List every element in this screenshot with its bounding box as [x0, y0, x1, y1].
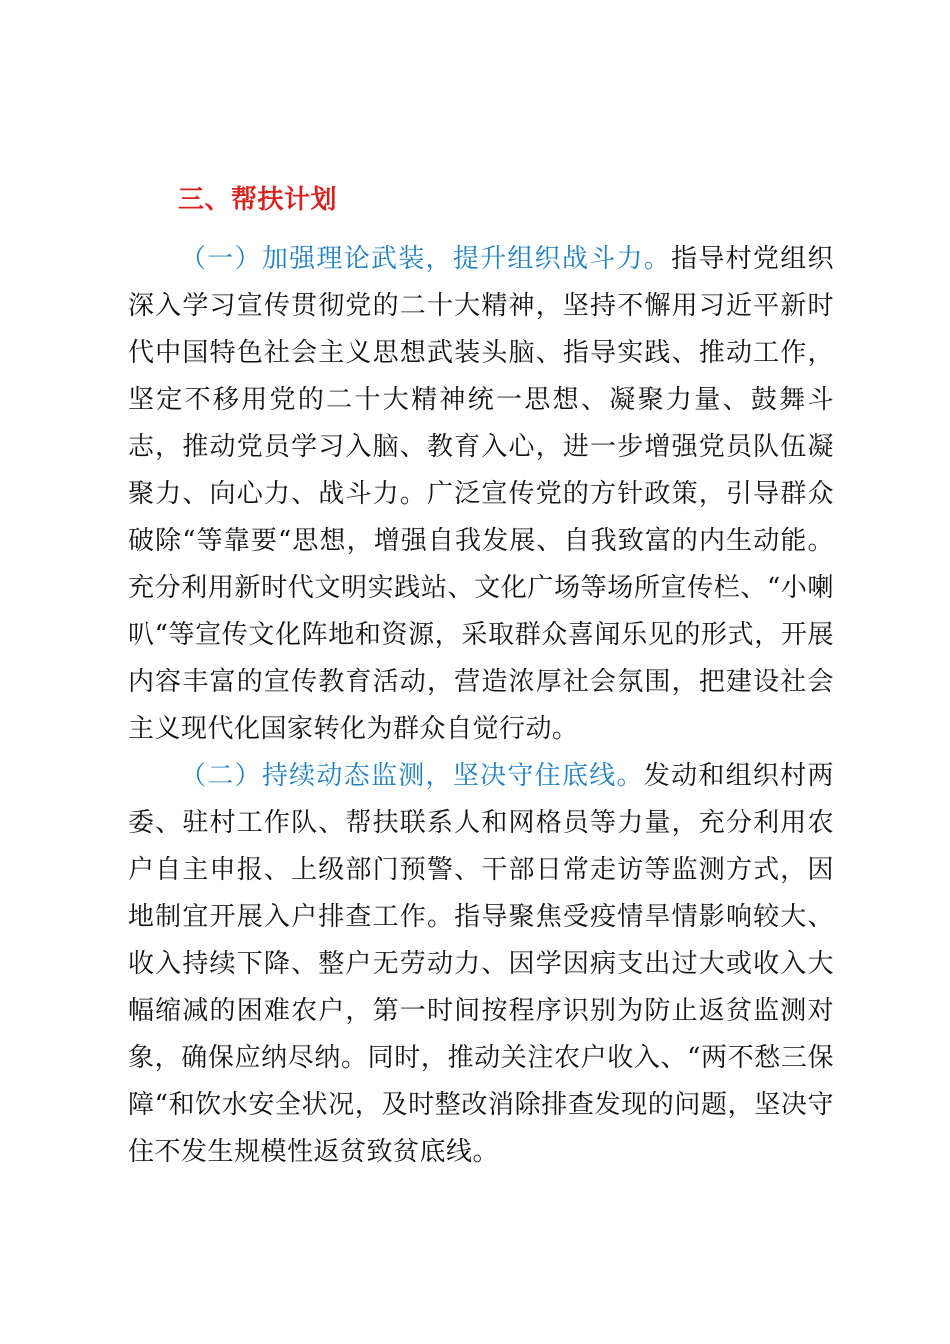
document-body [128, 180, 834, 1176]
paragraph-theory [128, 236, 834, 753]
paragraph-lead-theory: （一）加强理论武装，提升组织战斗力。 [180, 244, 672, 274]
paragraph-body-theory: 指导村党组织深入学习宣传贯彻党的二十大精神，坚持不懈用习近平新时代中国特色社会主义思想武装头脑、指导实践、推动工作，坚定不移用党的二十大精神统一思想、凝聚力量、鼓舞斗志，推动党员学习入脑、教育入心，进一步增强党员队伍凝聚力、向心力、战斗力。广泛宣传党的方针政策，引导群众破除“等靠要“思想，增强自我发展、自我致富的内生动能。充分利用新时代文明实践站、文化广场等场所宣传栏、“小喇叭“等宣传文化阵地和资源，采取群众喜闻乐见的形式，开展内容丰富的宣传教育活动，营造浓厚社会氛围，把建设社会主义现代化国家转化为群众自觉行动。 [128, 244, 834, 744]
paragraph-monitoring [128, 753, 834, 1176]
paragraph-lead-monitoring: （二）持续动态监测，坚决守住底线。 [180, 761, 644, 791]
section-heading: 三、帮扶计划 [178, 185, 338, 215]
paragraph-body-monitoring: 发动和组织村两委、驻村工作队、帮扶联系人和网格员等力量，充分利用农户自主申报、上级部门预警、干部日常走访等监测方式，因地制宜开展入户排查工作。指导聚焦受疫情旱情影响较大、收入持续下降、整户无劳动力、因学因病支出过大或收入大幅缩减的困难农户，第一时间按程序识别为防止返贫监测对象，确保应纳尽纳。同时，推动关注农户收入、“两不愁三保障“和饮水安全状况，及时整改消除排查发现的问题，坚决守住不发生规模性返贫致贫底线。 [128, 761, 834, 1167]
